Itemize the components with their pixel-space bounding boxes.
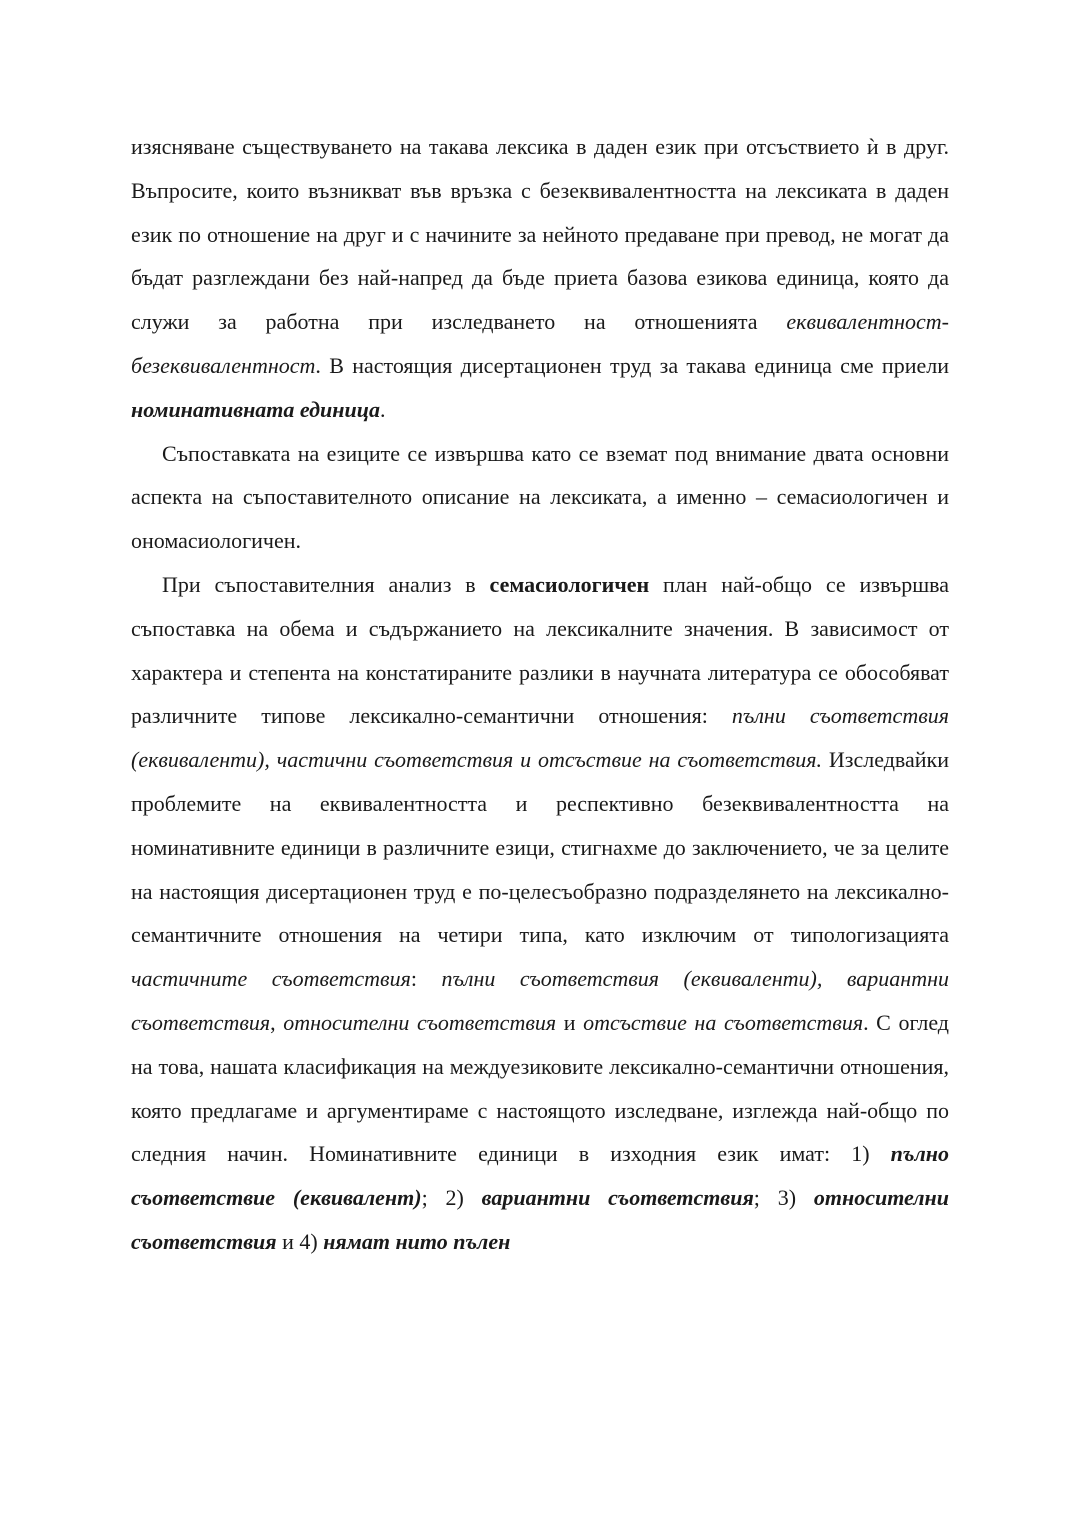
text-run: план най-общо се извършва съпоставка на обема и съдържанието на лексикалните значения. В зависимост от характера и степента на констатираните разлики в научната литература се обособяват различните типове лексикално-семантични отношения: — [131, 571, 949, 729]
text-run: Съпоставката на езиците се извършва като се вземат под внимание двата основни аспекта на съпоставителното описание на лексиката, а именно – семасиологичен и ономасиологичен. — [131, 440, 949, 554]
text-run: изясняване съществуването на такава лексика в даден език при отсъствието ѝ в друг. Въпросите, които възникват във връзка с безеквивалентността на лексиката в даден език по отношение на друг и с начините за нейното предаване при превод, не могат да бъдат разглеждани без най-напред да бъде приета базова езикова единица, която да служи за работна при изследването на отношенията — [131, 134, 949, 335]
text-run: При съпоставителния анализ в — [162, 571, 490, 597]
text-run-bold: семасиологичен — [489, 571, 650, 597]
text-run-bold-italic: относителни съответствия — [131, 1185, 949, 1254]
text-run-bold-italic: нямат нито пълен — [323, 1228, 511, 1254]
text-run: , — [270, 1009, 284, 1035]
text-run-bold-italic: номинативната единица — [131, 396, 380, 422]
document-page — [131, 125, 949, 1264]
text-run-bold-italic: вариантни съответствия — [481, 1185, 754, 1211]
text-run-italic: отсъствие на съответствия — [583, 1009, 864, 1035]
text-run: ; 2) — [421, 1185, 482, 1211]
text-run: . В настоящия дисертационен труд за такава единица сме приели — [315, 352, 949, 378]
text-run: Изследвайки проблемите на еквивалентността и респективно безеквивалентността на номинативните единици в различните езици, стигнахме до заключението, че за целите на настоящия дисертационен труд е по-целесъобразно подразделянето на лексикално-семантичните отношения на четири типа, като изключим от типологизацията — [131, 747, 950, 948]
text-run: ; 3) — [753, 1185, 814, 1211]
paragraph-1 — [131, 125, 949, 432]
text-run-italic: относителни съответствия — [283, 1009, 557, 1035]
text-run-bold-italic: пълно съответствие (еквивалент) — [131, 1141, 949, 1211]
text-run: . — [379, 396, 386, 422]
text-run-italic: еквивалентност-безеквивалентност — [131, 309, 949, 378]
text-run-italic: пълни съответствия (еквиваленти), частични съответствия и отсъствие на съответствия. — [131, 703, 949, 773]
paragraph-2 — [131, 432, 949, 563]
text-run: и — [556, 1009, 584, 1035]
text-run-italic: пълни съответствия (еквиваленти), вариантни съответствия — [131, 966, 949, 1035]
text-run-italic: частичните съответствия — [131, 966, 411, 992]
text-run: : — [410, 966, 442, 992]
text-run: . С оглед на това, нашата класификация на междуезиковите лексикално-семантични отношения, която предлагаме и аргументираме с настоящото изследване, изглежда най-общо по следния начин. Номинативните единици в изходния език имат: 1) — [131, 1009, 949, 1167]
paragraph-3 — [131, 563, 949, 1264]
text-run: и 4) — [276, 1228, 324, 1254]
